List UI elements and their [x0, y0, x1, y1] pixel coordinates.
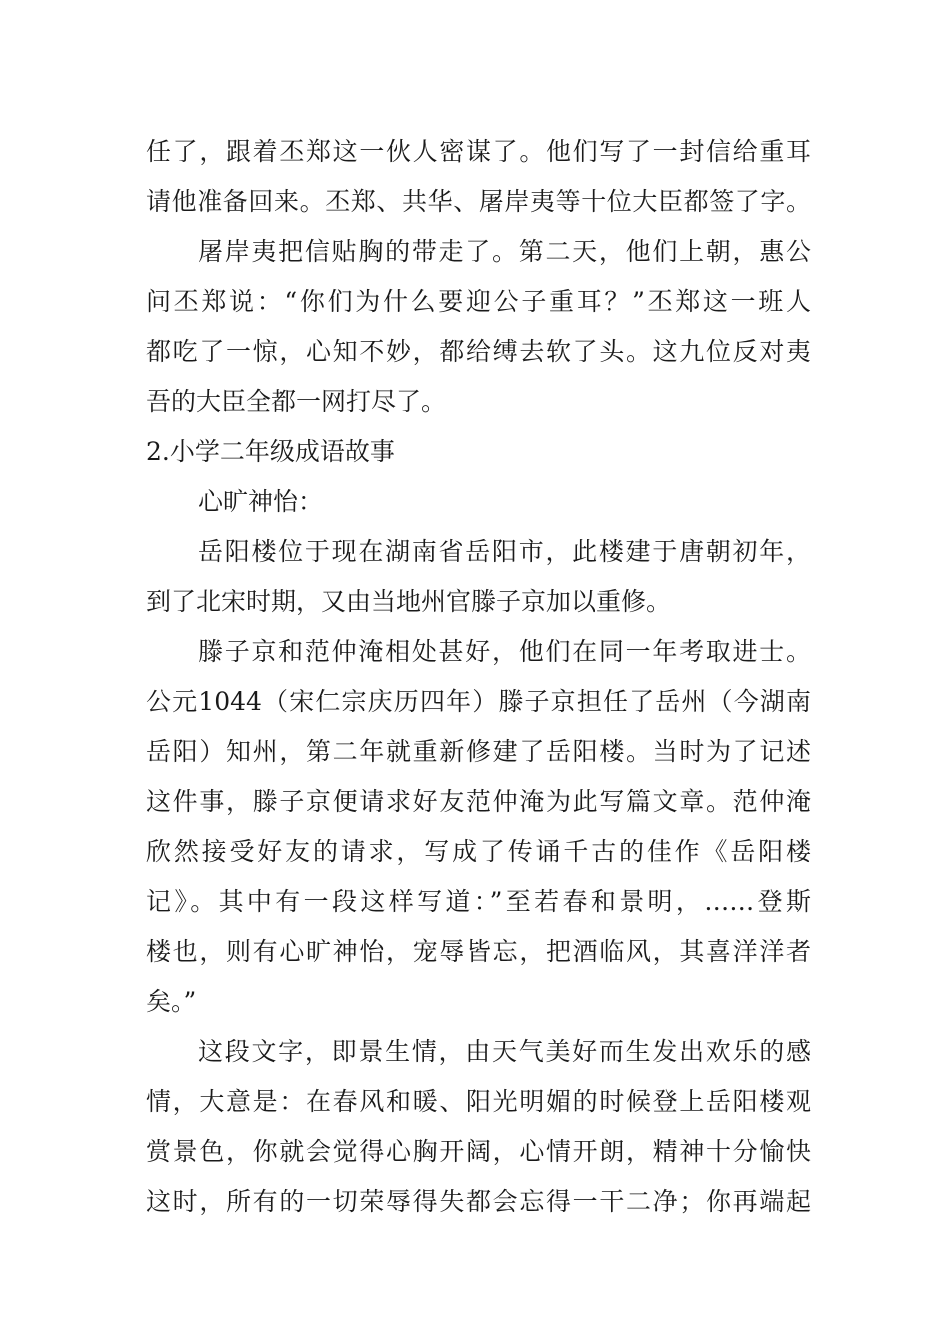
- text-line: 楼也，则有心旷神怡，宠辱皆忘，把酒临风，其喜洋洋者: [146, 937, 811, 966]
- section-heading: 2.小学二年级成语故事: [146, 437, 395, 466]
- paragraph-first-line: 屠岸夷把信贴胸的带走了。第二天，他们上朝，惠公: [198, 237, 811, 266]
- paragraph-last-line: 吾的大臣全都一网打尽了。: [146, 387, 447, 416]
- text-line: 请他准备回来。丕郑、共华、屠岸夷等十位大臣都签了字。: [146, 187, 811, 216]
- paragraph-last-line: 矣。”: [146, 987, 197, 1016]
- paragraph-first-line: 岳阳楼位于现在湖南省岳阳市，此楼建于唐朝初年，: [198, 537, 811, 566]
- text-line: 这时，所有的一切荣辱得失都会忘得一干二净；你再端起: [146, 1187, 811, 1216]
- text-line: 任了，跟着丕郑这一伙人密谋了。他们写了一封信给重耳: [146, 137, 811, 166]
- text-line: 记》。其中有一段这样写道：”至若春和景明，……登斯: [146, 887, 811, 916]
- text-line: 欣然接受好友的请求，写成了传诵千古的佳作《岳阳楼: [146, 837, 811, 866]
- paragraph-last-line: 到了北宋时期，又由当地州官滕子京加以重修。: [146, 587, 672, 616]
- text-line: 这件事，滕子京便请求好友范仲淹为此写篇文章。范仲淹: [146, 787, 811, 816]
- text-line: 问丕郑说：“你们为什么要迎公子重耳？”丕郑这一班人: [146, 287, 811, 316]
- text-line: 岳阳）知州，第二年就重新修建了岳阳楼。当时为了记述: [146, 737, 811, 766]
- story-title: 心旷神怡：: [198, 487, 324, 516]
- document-body: [146, 127, 811, 1227]
- text-line: 公元1044（宋仁宗庆历四年）滕子京担任了岳州（今湖南: [146, 687, 811, 716]
- paragraph-first-line: 这段文字，即景生情，由天气美好而生发出欢乐的感: [198, 1037, 811, 1066]
- paragraph-first-line: 滕子京和范仲淹相处甚好，他们在同一年考取进士。: [198, 637, 811, 666]
- text-line: 赏景色，你就会觉得心胸开阔，心情开朗，精神十分愉快: [146, 1137, 811, 1166]
- text-line: 都吃了一惊，心知不妙，都给缚去软了头。这九位反对夷: [146, 337, 811, 366]
- text-line: 情，大意是：在春风和暖、阳光明媚的时候登上岳阳楼观: [146, 1087, 811, 1116]
